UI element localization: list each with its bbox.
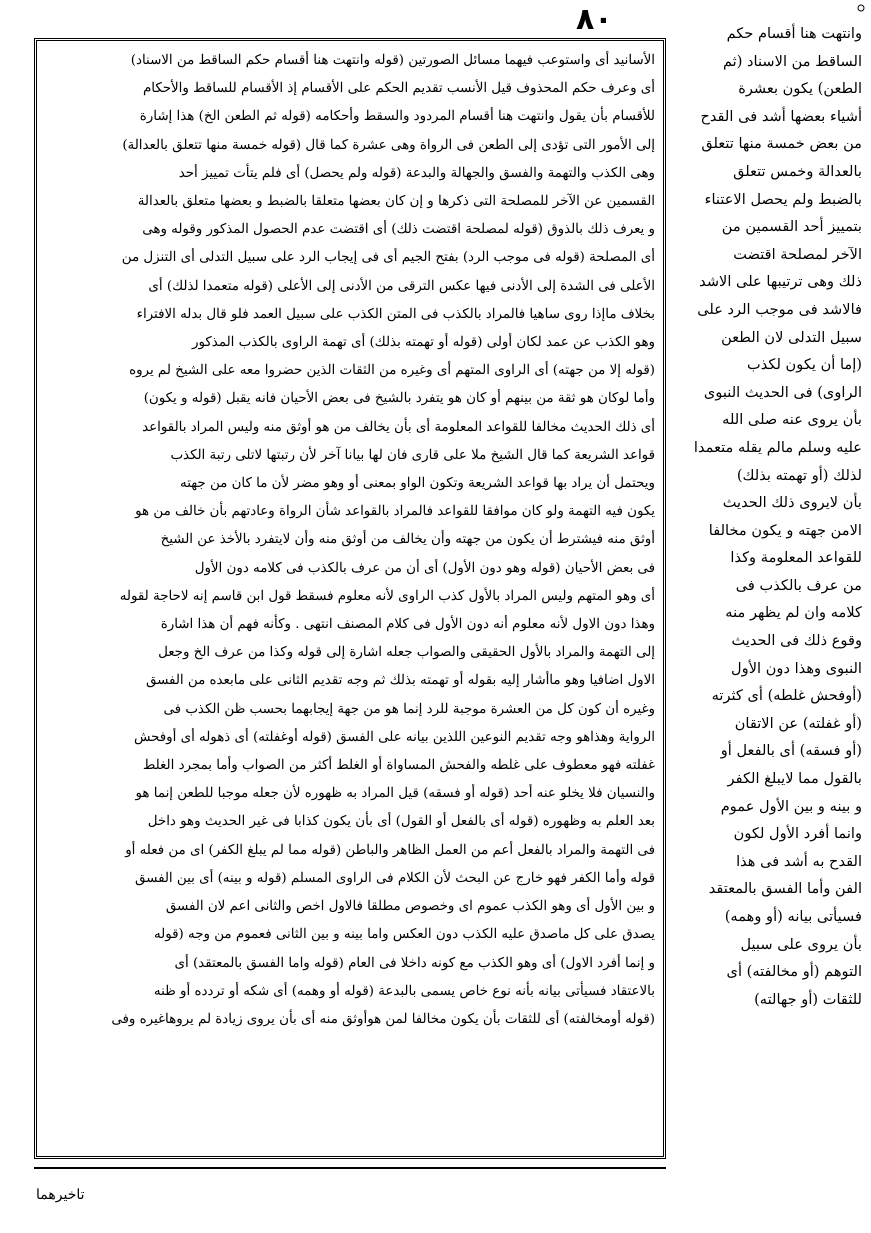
footer-rule <box>34 1167 666 1169</box>
side-matn-text: وانتهت هنا أقسام حكم الساقط من الاسناد (ثم الطعن) يكون بعشرة أشياء بعضها أشد فى القدح من بعض خمسة منها تتعلق بالعدالة وخمس تتعلق بالضبط ولم يحصل الاعتناء بتمييز أحد القسمين من الآخر لمصلحة اقتضت ذلك وهى ترتيبها على الاشد فالاشد فى موجب الرد على سبيل التدلى لان الطعن (إما أن يكون لكذب الراوى) فى الحديث النبوى بأن يروى عنه صلى الله عليه وسلم مالم يقله متعمدا لذلك (أو تهمته بذلك) بأن لايروى ذلك الحديث الامن جهته و يكون مخالفا للقواعد المعلومة وكذا من عرف بالكذب فى كلامه وان لم يظهر منه وقوع ذلك فى الحديث النبوى وهذا دون الأول (أوفحش غلطه) أى كثرته (أو غفلته) عن الاتقان (أو فسقه) أى بالفعل أو بالقول مما لايبلغ الكفر و بينه و بين الأول عموم وانما أفرد الأول لكون القدح به أشد فى هذا الفن وأما الفسق بالمعتقد فسيأتى بيانه (أو وهمه) بأن يروى على سبيل التوهم (أو مخالفته) أى للثقات (أو جهالته) <box>693 25 862 1008</box>
side-matn-column <box>674 20 862 1210</box>
page-number: ٨٠ <box>576 2 613 37</box>
main-commentary-text: الأسانيد أى واستوعب فيهما مسائل الصورتين (قوله وانتهت هنا أقسام حكم الساقط من الاسناد) أى وعرف حكم المحذوف قيل الأنسب تقديم الحكم على الأقسام إذ الأقسام للساقط والأحكام للأقسام بأن يقول وانتهت هنا أقسام المردود والسقط وأحكامه (قوله ثم الطعن الخ) هذا إشارة إلى الأمور التى تؤدى إلى الطعن فى الرواة وهى عشرة كما قال (قوله خمسة منها تتعلق بالعدالة) وهى الكذب والتهمة والفسق والجهالة والبدعة (قوله ولم يحصل) أى فلم يتأت تمييز أحد القسمين عن الآخر للمصلحة التى ذكرها و إن كان بعضها متعلقا بالضبط و بعضها متعلق بالعدالة و يعرف ذلك بالذوق (قوله لمصلحة اقتضت ذلك) أى اقتضت عدم الحصول المذكور وقوله وهى أى المصلحة (قوله فى موجب الرد) بفتح الجيم أى فى إيجاب الرد على سبيل التدلى أى التنزل من الأعلى فى الشدة إلى الأدنى فيها عكس الترقى من الأدنى إلى الأعلى (قوله متعمدا لذلك) أى بخلاف ماإذا روى ساهيا فالمراد بالكذب فى المتن الكذب على سبيل العمد فلو قال بدله الافتراء وهو الكذب عن عمد لكان أولى (قوله أو تهمته بذلك) أى تهمة الراوى بالكذب المذكور (قوله إلا من جهته) أى الراوى المتهم أى وغيره من الثقات الذين حضروا معه على الشيخ لم يروه وأما لوكان هو ثقة من بينهم أو كان هو يتفرد بالشيخ فى بعض الأحيان فانه يقبل (قوله و يكون) أى ذلك الحديث مخالفا للقواعد المعلومة أى بأن يخالف من هو أوثق منه وليس المراد بالقواعد قواعد الشريعة كما قال الشيخ ملا على قارى فان لها بيانا آخر لأن رتبتها لاتلى رتبة الكذب ويحتمل أن يراد بها قواعد الشريعة وتكون الواو بمعنى أو وهو مضر لأن ما كان من جهته يكون فيه التهمة ولو كان موافقا للقواعد فالمراد بالقواعد شأن الرواة وعادتهم بأن خالف من هو أوثق منه فيشترط أن يكون من جهته وأن يخالف من أوثق منه وأن لايتفرد بالأخذ عن الشيخ فى بعض الأحيان (قوله وهو دون الأول) أى أن من عرف بالكذب فى كلامه دون الأول أى وهو المتهم وليس المراد بالأول كذب الراوى لأنه معلوم فسقط قول ابن قاسم إنه لاحاجة لقوله وهذا دون الاول لأنه معلوم أنه دون الأول فى كلام المصنف انتهى . وكأنه فهم أن هذا اشارة إلى التهمة والمراد بالأول الحقيقى والصواب جعله اشارة إلى قوله وكذا من عرف الخ وجعل الاول اضافيا وهو ماأشار إليه بقوله أو تهمته بذلك ثم وجه تقديم الثانى على مابعده من الفسق وغيره أن كون كل من العشرة موجبة للرد إنما هو من جهة إيجابهما بحسب ظن الكذب فى الرواية وهذاهو وجه تقديم النوعين اللذين بيانه على الفسق (قوله أوغفلته) أى ذهوله أى أوفحش غفلته فهو معطوف على غلطه والفحش المساواة أو الغلط أكثر من الصواب وأما بمجرد الغلط والنسيان فلا يخلو عنه أحد (قوله أو فسقه) قيل المراد به ظهوره لأن جعله موجبا للطعن إنما هو بعد العلم به وظهوره (قوله أى بالفعل أو القول) أى بأن يكون كذابا فى غير الحديث وهو داخل فى التهمة والمراد بالفعل أعم من العمل الظاهر والباطن (قوله مما لم يبلغ الكفر) اى من فعله أو قوله وأما الكفر فهو خارج عن البحث لأن الكلام فى الراوى المسلم (قوله و بينه) أى بين الفسق و بين الأول أى وهو الكذب عموم اى وخصوص مطلقا فالاول اخص والثانى اعم لان الفسق يصدق على كل ماصدق عليه الكذب دون العكس واما بينه و بين الثانى فعموم من وجه (قوله و إنما أفرد الاول) أى وهو الكذب مع كونه داخلا فى العام (قوله واما الفسق بالمعتقد) أى بالاعتقاد فسيأتى بيانه بأنه نوع خاص يسمى بالبدعة (قوله أو وهمه) أى شكه أو تردده أو ظنه (قوله أومخالفته) أى للثقات بأن يكون مخالفا لمن هوأوثق منه أى بأن يروى زيادة لم يروهاغيره وفى <box>111 53 655 1027</box>
corner-mark-icon <box>855 2 867 14</box>
footer-catchword: تاخيرهما <box>36 1187 85 1203</box>
main-text-frame <box>34 38 666 1159</box>
